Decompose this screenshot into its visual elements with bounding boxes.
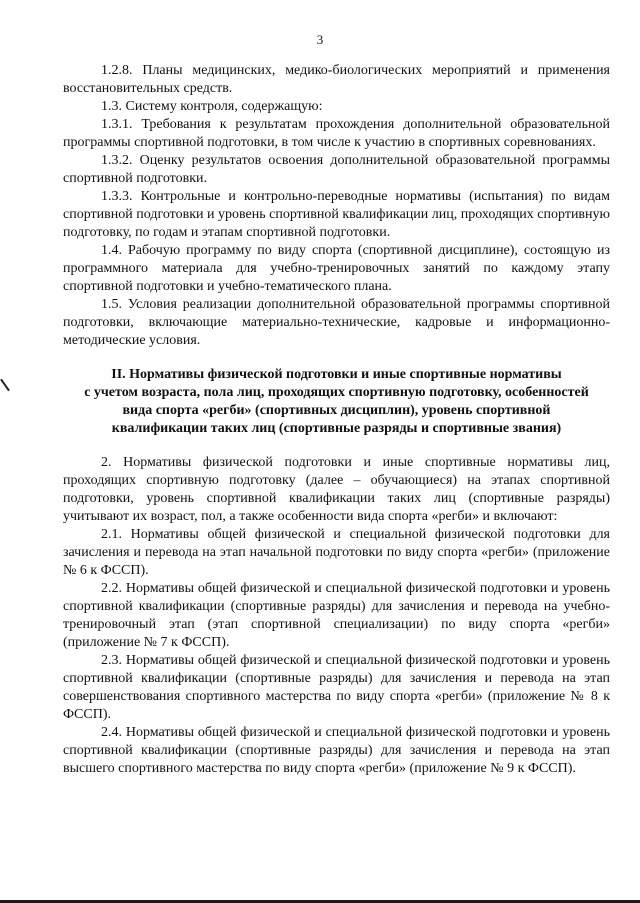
paragraph-1-4: 1.4. Рабочую программу по виду спорта (спортивной дисциплине), состоящую из программного материала для учебно-тренировочных занятий по каждому этапу спортивной подготовки и учебно-тематического плана. xyxy=(63,243,610,294)
paragraph-2-4: 2.4. Нормативы общей физической и специальной физической подготовки и уровень спортивной квалификации (спортивные разряды) для зачисления и перевода на этап высшего спортивного мастерства по виду спорта «регби» (приложение № 9 к ФССП). xyxy=(63,725,610,776)
paragraph-2-2: 2.2. Нормативы общей физической и специальной физической подготовки и уровень спортивной квалификации (спортивные разряды) для зачисления и перевода на учебно-тренировочный этап (этап спортивной специализации) по виду спорта «регби» (приложение № 7 к ФССП). xyxy=(63,581,610,650)
paragraph-2-3: 2.3. Нормативы общей физической и специальной физической подготовки и уровень спортивной квалификации (спортивные разряды) для зачисления и перевода на этап совершенствования спортивного мастерства по виду спорта «регби» (приложение № 8 к ФССП). xyxy=(63,653,610,722)
paragraph-1-3: 1.3. Систему контроля, содержащую: xyxy=(101,99,323,114)
document-body xyxy=(63,62,610,778)
paragraph-1-3-3: 1.3.3. Контрольные и контрольно-переводные нормативы (испытания) по видам спортивной подготовки и уровень спортивной квалификации лиц, проходящих спортивную подготовку, по годам и этапам спортивной подготовки. xyxy=(63,189,610,240)
section-heading xyxy=(63,366,610,438)
section-heading-line: вида спорта «регби» (спортивных дисциплин), уровень спортивной xyxy=(122,403,551,418)
paragraph-1-2-8: 1.2.8. Планы медицинских, медико-биологических мероприятий и применения восстановительных средств. xyxy=(63,63,610,96)
section-heading-line: квалификации таких лиц (спортивные разряды и спортивные звания) xyxy=(111,421,562,436)
scan-artifact-mark xyxy=(0,379,10,392)
paragraph-1-5: 1.5. Условия реализации дополнительной образовательной программы спортивной подготовки, включающие материально-технические, кадровые и информационно-методические условия. xyxy=(63,297,610,348)
section-heading-line: II. Нормативы физической подготовки и иные спортивные нормативы xyxy=(111,367,562,382)
paragraph-1-3-2: 1.3.2. Оценку результатов освоения дополнительной образовательной программы спортивной подготовки. xyxy=(63,153,610,186)
section-heading-line: с учетом возраста, пола лиц, проходящих спортивную подготовку, особенностей xyxy=(84,385,589,400)
paragraph-2: 2. Нормативы физической подготовки и иные спортивные нормативы лиц, проходящих спортивную подготовку (далее – обучающиеся) на этапах спортивной подготовки, уровень спортивной квалификации таких лиц (спортивные разряды) учитывают их возраст, пол, а также особенности вида спорта «регби» и включают: xyxy=(63,455,610,524)
page-number: 3 xyxy=(316,32,324,47)
paragraph-2-1: 2.1. Нормативы общей физической и специальной физической подготовки для зачисления и перевода на этап начальной подготовки по виду спорта «регби» (приложение № 6 к ФССП). xyxy=(63,527,610,578)
paragraph-1-3-1: 1.3.1. Требования к результатам прохождения дополнительной образовательной программы спортивной подготовки, в том числе к участию в спортивных соревнованиях. xyxy=(63,117,610,150)
